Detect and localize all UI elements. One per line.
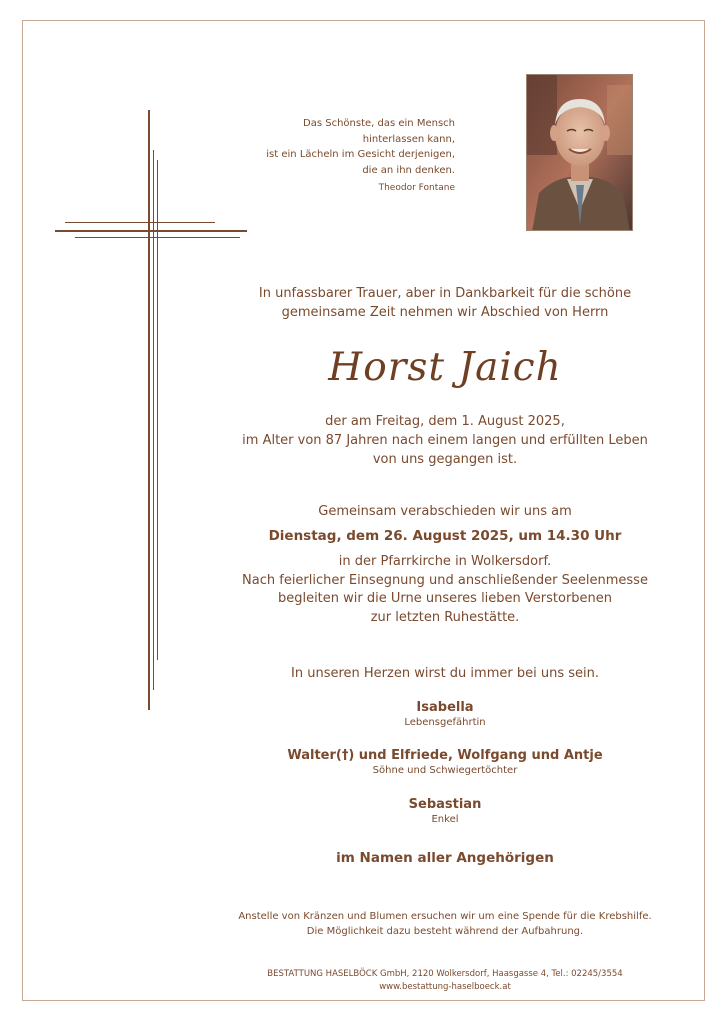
relative-role: Söhne und Schwiegertöchter xyxy=(372,765,518,776)
relative-name: Sebastian xyxy=(408,797,482,812)
church-line: in der Pfarrkirche in Wolkersdorf. xyxy=(338,554,552,569)
quote-line: hinterlassen kann, xyxy=(362,133,455,145)
intro-line: In unfassbarer Trauer, aber in Dankbarkeit für die schöne xyxy=(258,286,632,301)
donation-note xyxy=(150,909,727,939)
hearts-text: In unseren Herzen wirst du immer bei uns sein. xyxy=(291,666,599,681)
farewell-date: Dienstag, dem 26. August 2025, um 14.30 Uhr xyxy=(268,528,622,544)
farewell-intro: Gemeinsam verabschieden wir uns am xyxy=(318,504,572,519)
intro-line: gemeinsame Zeit nehmen wir Abschied von Herrn xyxy=(281,305,609,320)
deceased-name: Horst Jaich xyxy=(328,345,562,390)
relative-block xyxy=(150,700,727,728)
portrait-photo xyxy=(526,74,633,231)
church-line: zur letzten Ruhestätte. xyxy=(370,609,520,625)
relative-role: Lebensgefährtin xyxy=(404,717,486,728)
relative-role: Enkel xyxy=(431,814,459,825)
quote xyxy=(255,116,455,197)
quote-line: ist ein Lächeln im Gesicht derjenigen, xyxy=(266,149,455,160)
death-line: von uns gegangen ist. xyxy=(372,452,518,467)
relative-name: Isabella xyxy=(416,700,474,715)
church-line: begleiten wir die Urne unseres lieben Verstorbenen xyxy=(277,591,613,606)
note-line: Anstelle von Kränzen und Blumen ersuchen wir um eine Spende für die Krebshilfe. xyxy=(238,911,652,922)
firm-website[interactable]: www.bestattung-haselboeck.at xyxy=(379,982,511,992)
death-line: der am Freitag, dem 1. August 2025, xyxy=(325,414,565,429)
death-line: im Alter von 87 Jahren nach einem langen und erfüllten Leben xyxy=(242,433,648,448)
note-line: Die Möglichkeit dazu besteht während der Aufbahrung. xyxy=(306,926,584,937)
firm-address: BESTATTUNG HASELBÖCK GmbH, 2120 Wolkersdorf, Haasgasse 4, Tel.: 02245/3554 xyxy=(267,969,623,979)
relative-block xyxy=(150,797,727,825)
relative-name: Walter(†) und Elfriede, Wolfgang und Antje xyxy=(287,748,603,763)
funeral-home-footer xyxy=(150,968,727,994)
relative-block xyxy=(150,748,727,776)
quote-line: die an ihn denken. xyxy=(362,164,455,176)
church-line: Nach feierlicher Einsegnung und anschließender Seelenmesse xyxy=(242,572,648,588)
church-text xyxy=(150,553,727,627)
intro-text xyxy=(150,284,727,322)
quote-author: Theodor Fontane xyxy=(378,183,455,193)
all-relatives: im Namen aller Angehörigen xyxy=(336,850,554,866)
quote-line: Das Schönste, das ein Mensch xyxy=(303,118,455,129)
death-text xyxy=(150,412,727,469)
